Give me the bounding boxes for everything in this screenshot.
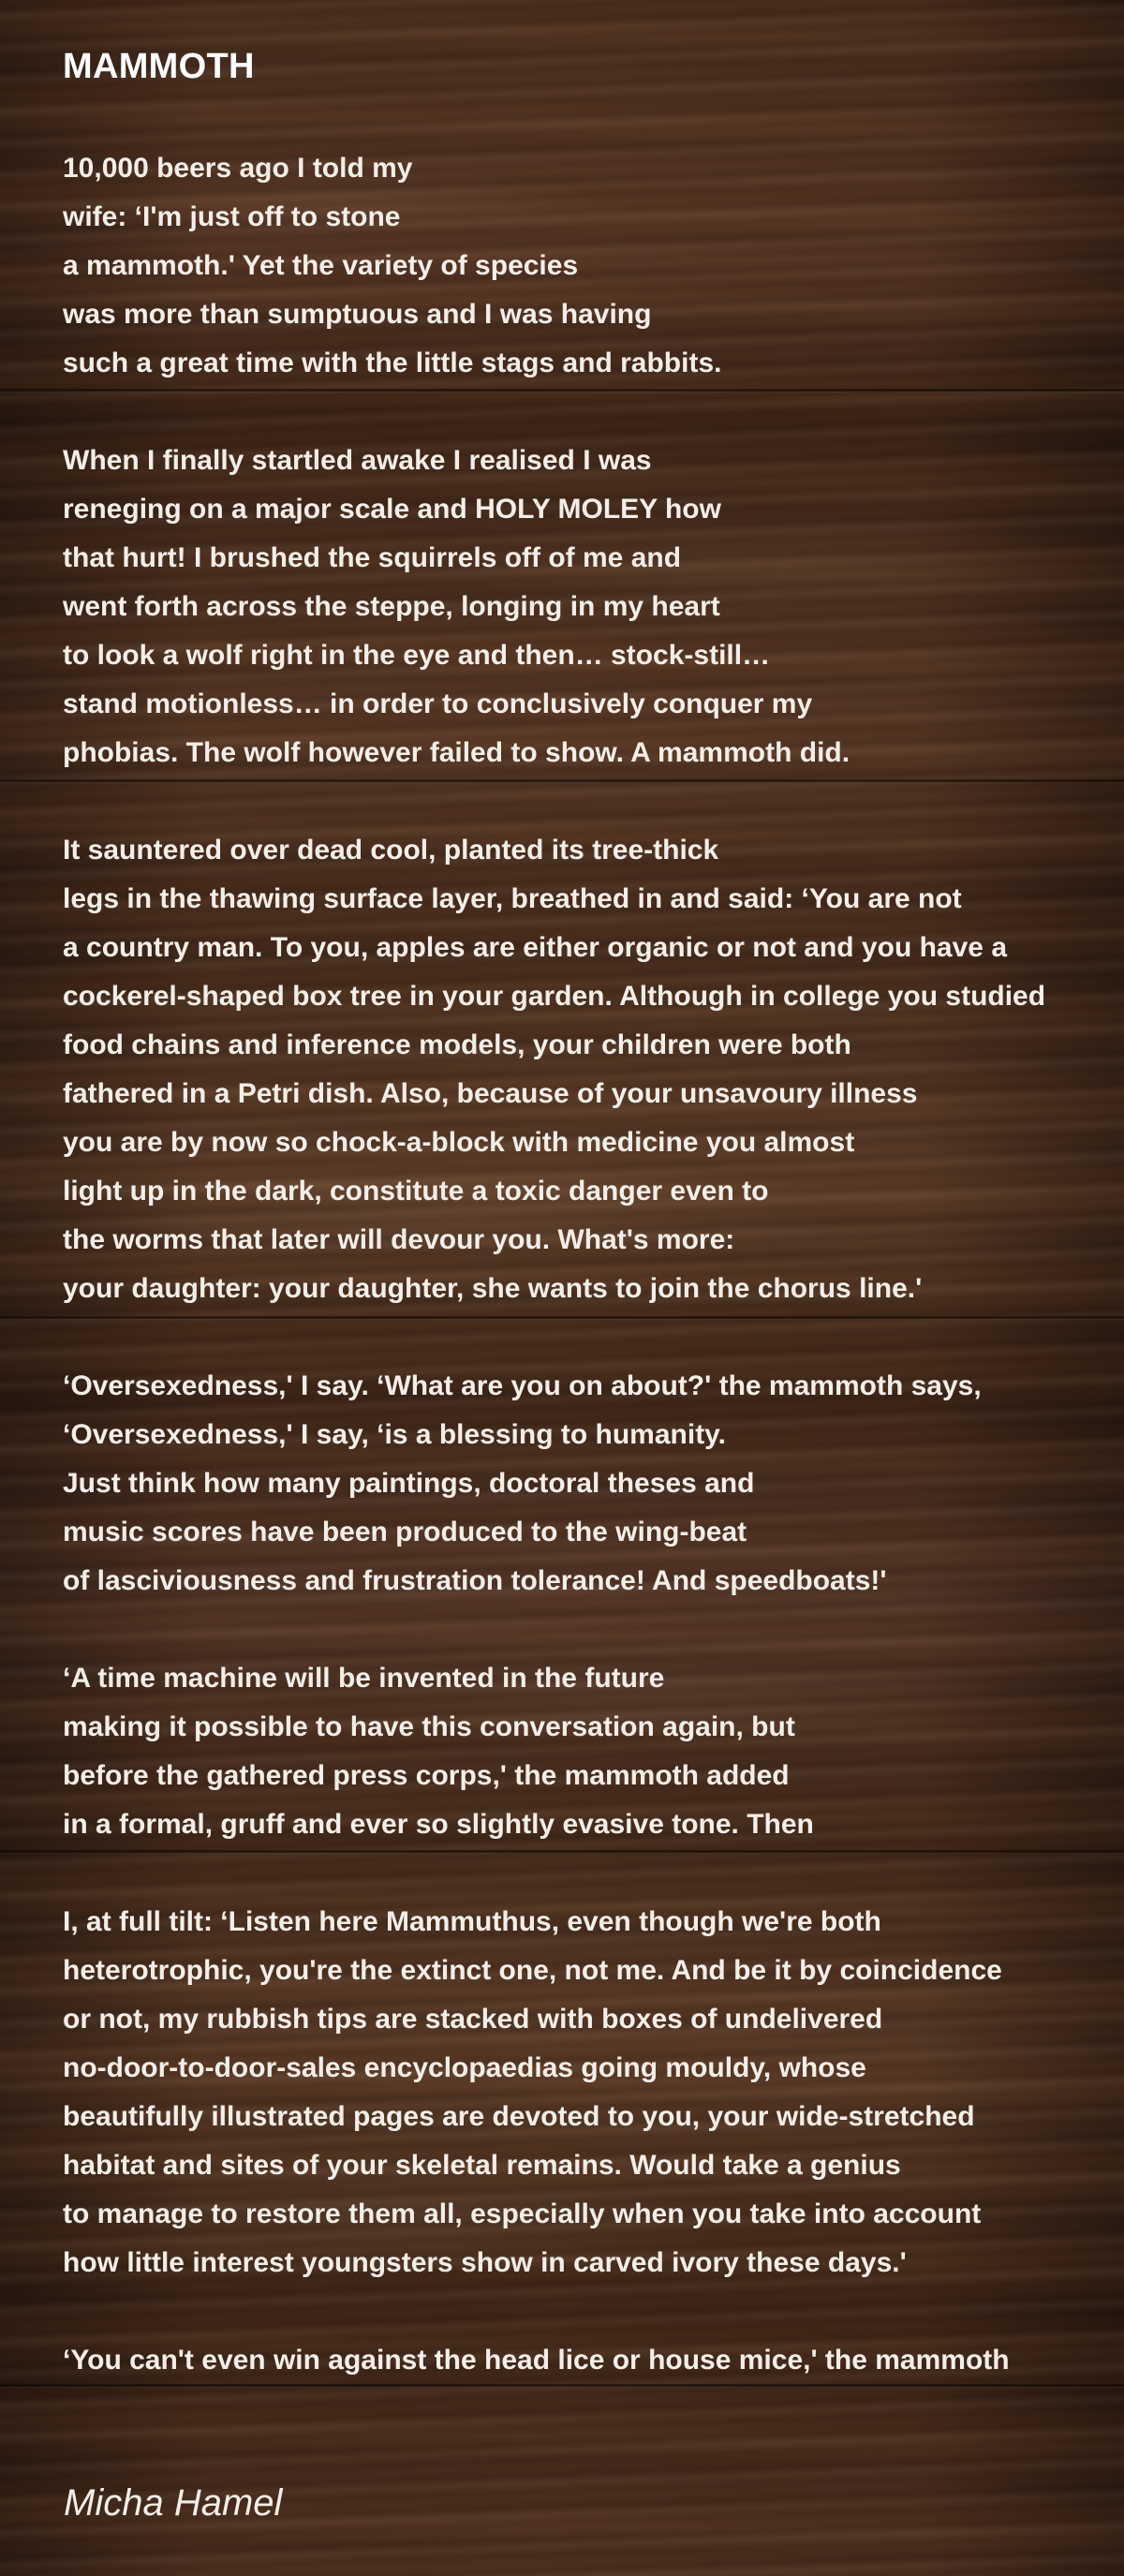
poem-line: you are by now so chock-a-block with medicine you almost [63, 1127, 855, 1158]
poem-line: of lasciviousness and frustration tolerance! And speedboats!' [63, 1565, 887, 1596]
stanza [63, 1898, 1112, 2287]
poem-line: 10,000 beers ago I told my [63, 153, 413, 184]
stanza [63, 1362, 1112, 1606]
poem-line: such a great time with the little stags and rabbits. [63, 348, 722, 378]
stanza [63, 437, 1112, 777]
poem-line: a mammoth.' Yet the variety of species [63, 250, 579, 281]
stanza [63, 1654, 1112, 1849]
poem-line: beautifully illustrated pages are devoted to you, your wide-stretched [63, 2101, 975, 2132]
poem-line: Just think how many paintings, doctoral theses and [63, 1468, 755, 1499]
poem-author: Micha Hamel [64, 2482, 283, 2524]
poem-line: to look a wolf right in the eye and then… stock-still… [63, 640, 771, 671]
stanza [63, 2336, 1112, 2385]
poem-line: went forth across the steppe, longing in my heart [63, 591, 720, 622]
poem-line: It sauntered over dead cool, planted its tree-thick [63, 835, 719, 866]
poem-line: food chains and inference models, your children were both [63, 1029, 851, 1060]
poem-line: to manage to restore them all, especially when you take into account [63, 2198, 982, 2229]
poem-line: that hurt! I brushed the squirrels off of me and [63, 542, 682, 573]
poem-line: cockerel-shaped box tree in your garden. Although in college you studied [63, 981, 1046, 1012]
poem-line: was more than sumptuous and I was having [63, 299, 652, 330]
poem-line: When I finally startled awake I realised I was [63, 445, 652, 476]
poem-line: wife: ‘I'm just off to stone [63, 201, 401, 232]
poem-line: in a formal, gruff and ever so slightly evasive tone. Then [63, 1809, 814, 1840]
poem-line: ‘Oversexedness,' I say. ‘What are you on about?' the mammoth says, [63, 1370, 982, 1401]
poem-line: habitat and sites of your skeletal remains. Would take a genius [63, 2150, 901, 2181]
poem-line: light up in the dark, constitute a toxic danger even to [63, 1176, 769, 1207]
poem-line: a country man. To you, apples are either organic or not and you have a [63, 932, 1008, 963]
poem-line: I, at full tilt: ‘Listen here Mammuthus, even though we're both [63, 1906, 881, 1937]
poem-title: MAMMOTH [63, 47, 255, 86]
poem-line: music scores have been produced to the wing-beat [63, 1517, 747, 1547]
poem-line: ‘You can't even win against the head lice or house mice,' the mammoth [63, 2345, 1010, 2376]
poem-line: heterotrophic, you're the extinct one, not me. And be it by coincidence [63, 1955, 1002, 1986]
stanza [63, 826, 1112, 1313]
poem-line: stand motionless… in order to conclusively conquer my [63, 688, 813, 719]
poem-line: fathered in a Petri dish. Also, because of your unsavoury illness [63, 1078, 918, 1109]
poem-line: legs in the thawing surface layer, breathed in and said: ‘You are not [63, 883, 962, 914]
poem-line: phobias. The wolf however failed to show. A mammoth did. [63, 737, 850, 768]
poem-line: before the gathered press corps,' the mammoth added [63, 1760, 790, 1791]
poem-line: your daughter: your daughter, she wants to join the chorus line.' [63, 1273, 923, 1304]
poem-line: ‘Oversexedness,' I say, ‘is a blessing to humanity. [63, 1419, 726, 1450]
poem-line: making it possible to have this conversation again, but [63, 1711, 795, 1742]
poem-line: ‘A time machine will be invented in the future [63, 1663, 665, 1694]
poem-line: or not, my rubbish tips are stacked with boxes of undelivered [63, 2004, 883, 2035]
poem-line: reneging on a major scale and HOLY MOLEY how [63, 494, 721, 525]
poem-line: how little interest youngsters show in carved ivory these days.' [63, 2247, 907, 2278]
stanza [63, 144, 1112, 388]
poem-line: no-door-to-door-sales encyclopaedias going mouldy, whose [63, 2052, 866, 2083]
poem-body [63, 144, 1112, 2434]
poem-line: the worms that later will devour you. What's more: [63, 1224, 735, 1255]
